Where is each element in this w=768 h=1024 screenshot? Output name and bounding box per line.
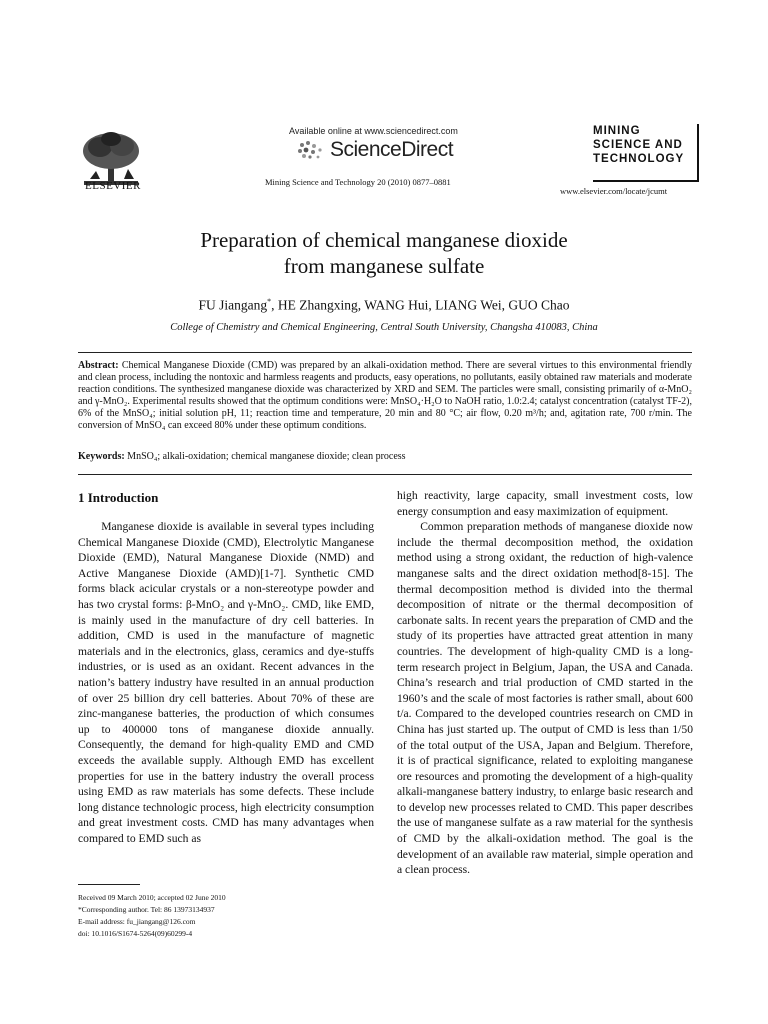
abstract-bottom-rule (78, 474, 692, 475)
journal-url: www.elsevier.com/locate/jcumt (560, 186, 668, 196)
section-heading: 1 Introduction (78, 490, 159, 505)
paragraph: Manganese dioxide is available in several types including Chemical Manganese Dioxide (CMD), Electrolytic Manganese Dioxide (EMD), Natural Manganese Dioxide (NMD) and Active Manganese Dioxide (AMD)[1-7]. Synthetic CMD forms black acicular crystals or a non-stereotype powder and has two crystal forms: β-MnO₂ and γ-MnO₂. CMD, like EMD, is mainly used in the manufacture of dry cell batteries. In addition, CMD is used in the manufacture of magnetic materials and in the electronics, glass, ceramics and dye-stuffs industries, or is used as an oxidant. Recent advances in the nation’s battery industry have resulted in an annual production of over 25 billion dry cell batteries. About 70% of these are zinc-manganese batteries, the production of which consumes up to 400000 tons of manganese dioxide annually. Consequently, the demand for high-quality EMD and CMD exceeds the available supply. Although EMD has excellent properties for use in the battery industry the overall process using EMD as raw materials has some defects. These include long distance technologic process, high electricity consumption and great investment costs. CMD has many advantages when compared to EMD such as (78, 520, 374, 845)
journal-brand-line: MINING (593, 125, 641, 137)
abstract-text: Chemical Manganese Dioxide (CMD) was prepared by an alkali-oxidation method. There are several virtues to this environmental friendly and clean process, including the nontoxic and harmless reagents and products, easy operations, no pollutants, easily obtained raw materials and moderate reaction conditions. The synthesized manganese dioxide was characterized by XRD and SEM. The particles were small, consisting primarily of α-MnO₂ and γ-MnO₂. Experimental results showed that the optimum conditions were: MnSO₄·H₂O to NaOH ratio, 1.0:2.4; catalyst concentration (catalyst TF-2), 6% of the MnSO₄; initial solution pH, 11; reaction time and temperature, 20 min and 80 °C; air flow, 0.20 m³/h; and, agitation rate, 700 r/min. The conversion of MnSO₄ can exceed 80% under these optimum conditions. (78, 360, 692, 431)
abstract (78, 360, 692, 432)
footnote-rule (78, 884, 140, 885)
author-rest: , HE Zhangxing, WANG Hui, LIANG Wei, GUO Chao (271, 297, 570, 313)
journal-brand-box (593, 124, 699, 182)
footnote-line: E-mail address: fu_jiangang@126.com (78, 917, 196, 926)
abstract-label: Abstract: (78, 360, 119, 371)
title-line: from manganese sulfate (283, 254, 485, 278)
footnotes (78, 892, 378, 940)
paper-title (0, 227, 768, 279)
footnote-line: Received 09 March 2010; accepted 02 June 2010 (78, 893, 226, 902)
affiliation: College of Chemistry and Chemical Engineering, Central South University, Changsha 410083, China (170, 322, 598, 333)
sciencedirect-wordmark: ScienceDirect (330, 138, 454, 161)
elsevier-wordmark: ELSEVIER (85, 180, 141, 192)
paragraph: Common preparation methods of manganese dioxide now include the thermal decomposition method, the oxidation method using a strong oxidant, the reduction of high-valence manganese salts and the direct oxidation method[8-15]. The thermal decomposition method is divided into the thermal decomposition of nitrate or the thermal decomposition of carbonate salts. In recent years the preparation of CMD and the study of its properties have attracted great attention in many countries. The development of high-quality CMD is a long-term research project in Belgium, Japan, the USA and Canada. China’s research and trial production of CMD started in the 1960’s and the scale of most factories is rather small, about 600 t/a. Compared to the developed countries research on CMD in China has just started up. The output of CMD is less than 1/50 of the total output of the USA, Japan and Belgium. Therefore, it is of practical significance, related to exploiting manganese ore resources and promoting the development of a high-quality alkali-manganese battery industry, to enlarge basic research and to develop new processes related to CMD. This paper describes the use of manganese sulfate as a raw material for the synthesis of CMD by the alkali-oxidation method. The goal is the development of an available raw material, simple operation and a clean process. (397, 520, 693, 877)
abstract-top-rule (78, 352, 692, 353)
footnote-line: *Corresponding author. Tel: 86 13973134937 (78, 905, 215, 914)
left-column (78, 519, 374, 846)
right-column (397, 488, 693, 878)
keywords-text: MnSO₄; alkali-oxidation; chemical manganese dioxide; clean process (124, 451, 406, 462)
footnote-line: doi: 10.1016/S1674-5264(09)60299-4 (78, 929, 193, 938)
author-first: FU Jiangang (198, 297, 268, 313)
paragraph: high reactivity, large capacity, small investment costs, low energy consumption and easy maximization of equipment. (397, 489, 693, 518)
journal-brand-line: SCIENCE AND (593, 139, 683, 151)
available-online-text: Available online at www.sciencedirect.com (289, 126, 458, 136)
keywords (78, 451, 692, 463)
title-line: Preparation of chemical manganese dioxide (200, 228, 568, 252)
author-list (0, 297, 768, 314)
sciencedirect-dots-icon (296, 139, 326, 161)
keywords-label: Keywords: (78, 451, 125, 462)
corresponding-mark: * (267, 297, 272, 306)
journal-citation: Mining Science and Technology 20 (2010) 0877–0881 (265, 177, 451, 187)
journal-brand-line: TECHNOLOGY (593, 153, 685, 165)
